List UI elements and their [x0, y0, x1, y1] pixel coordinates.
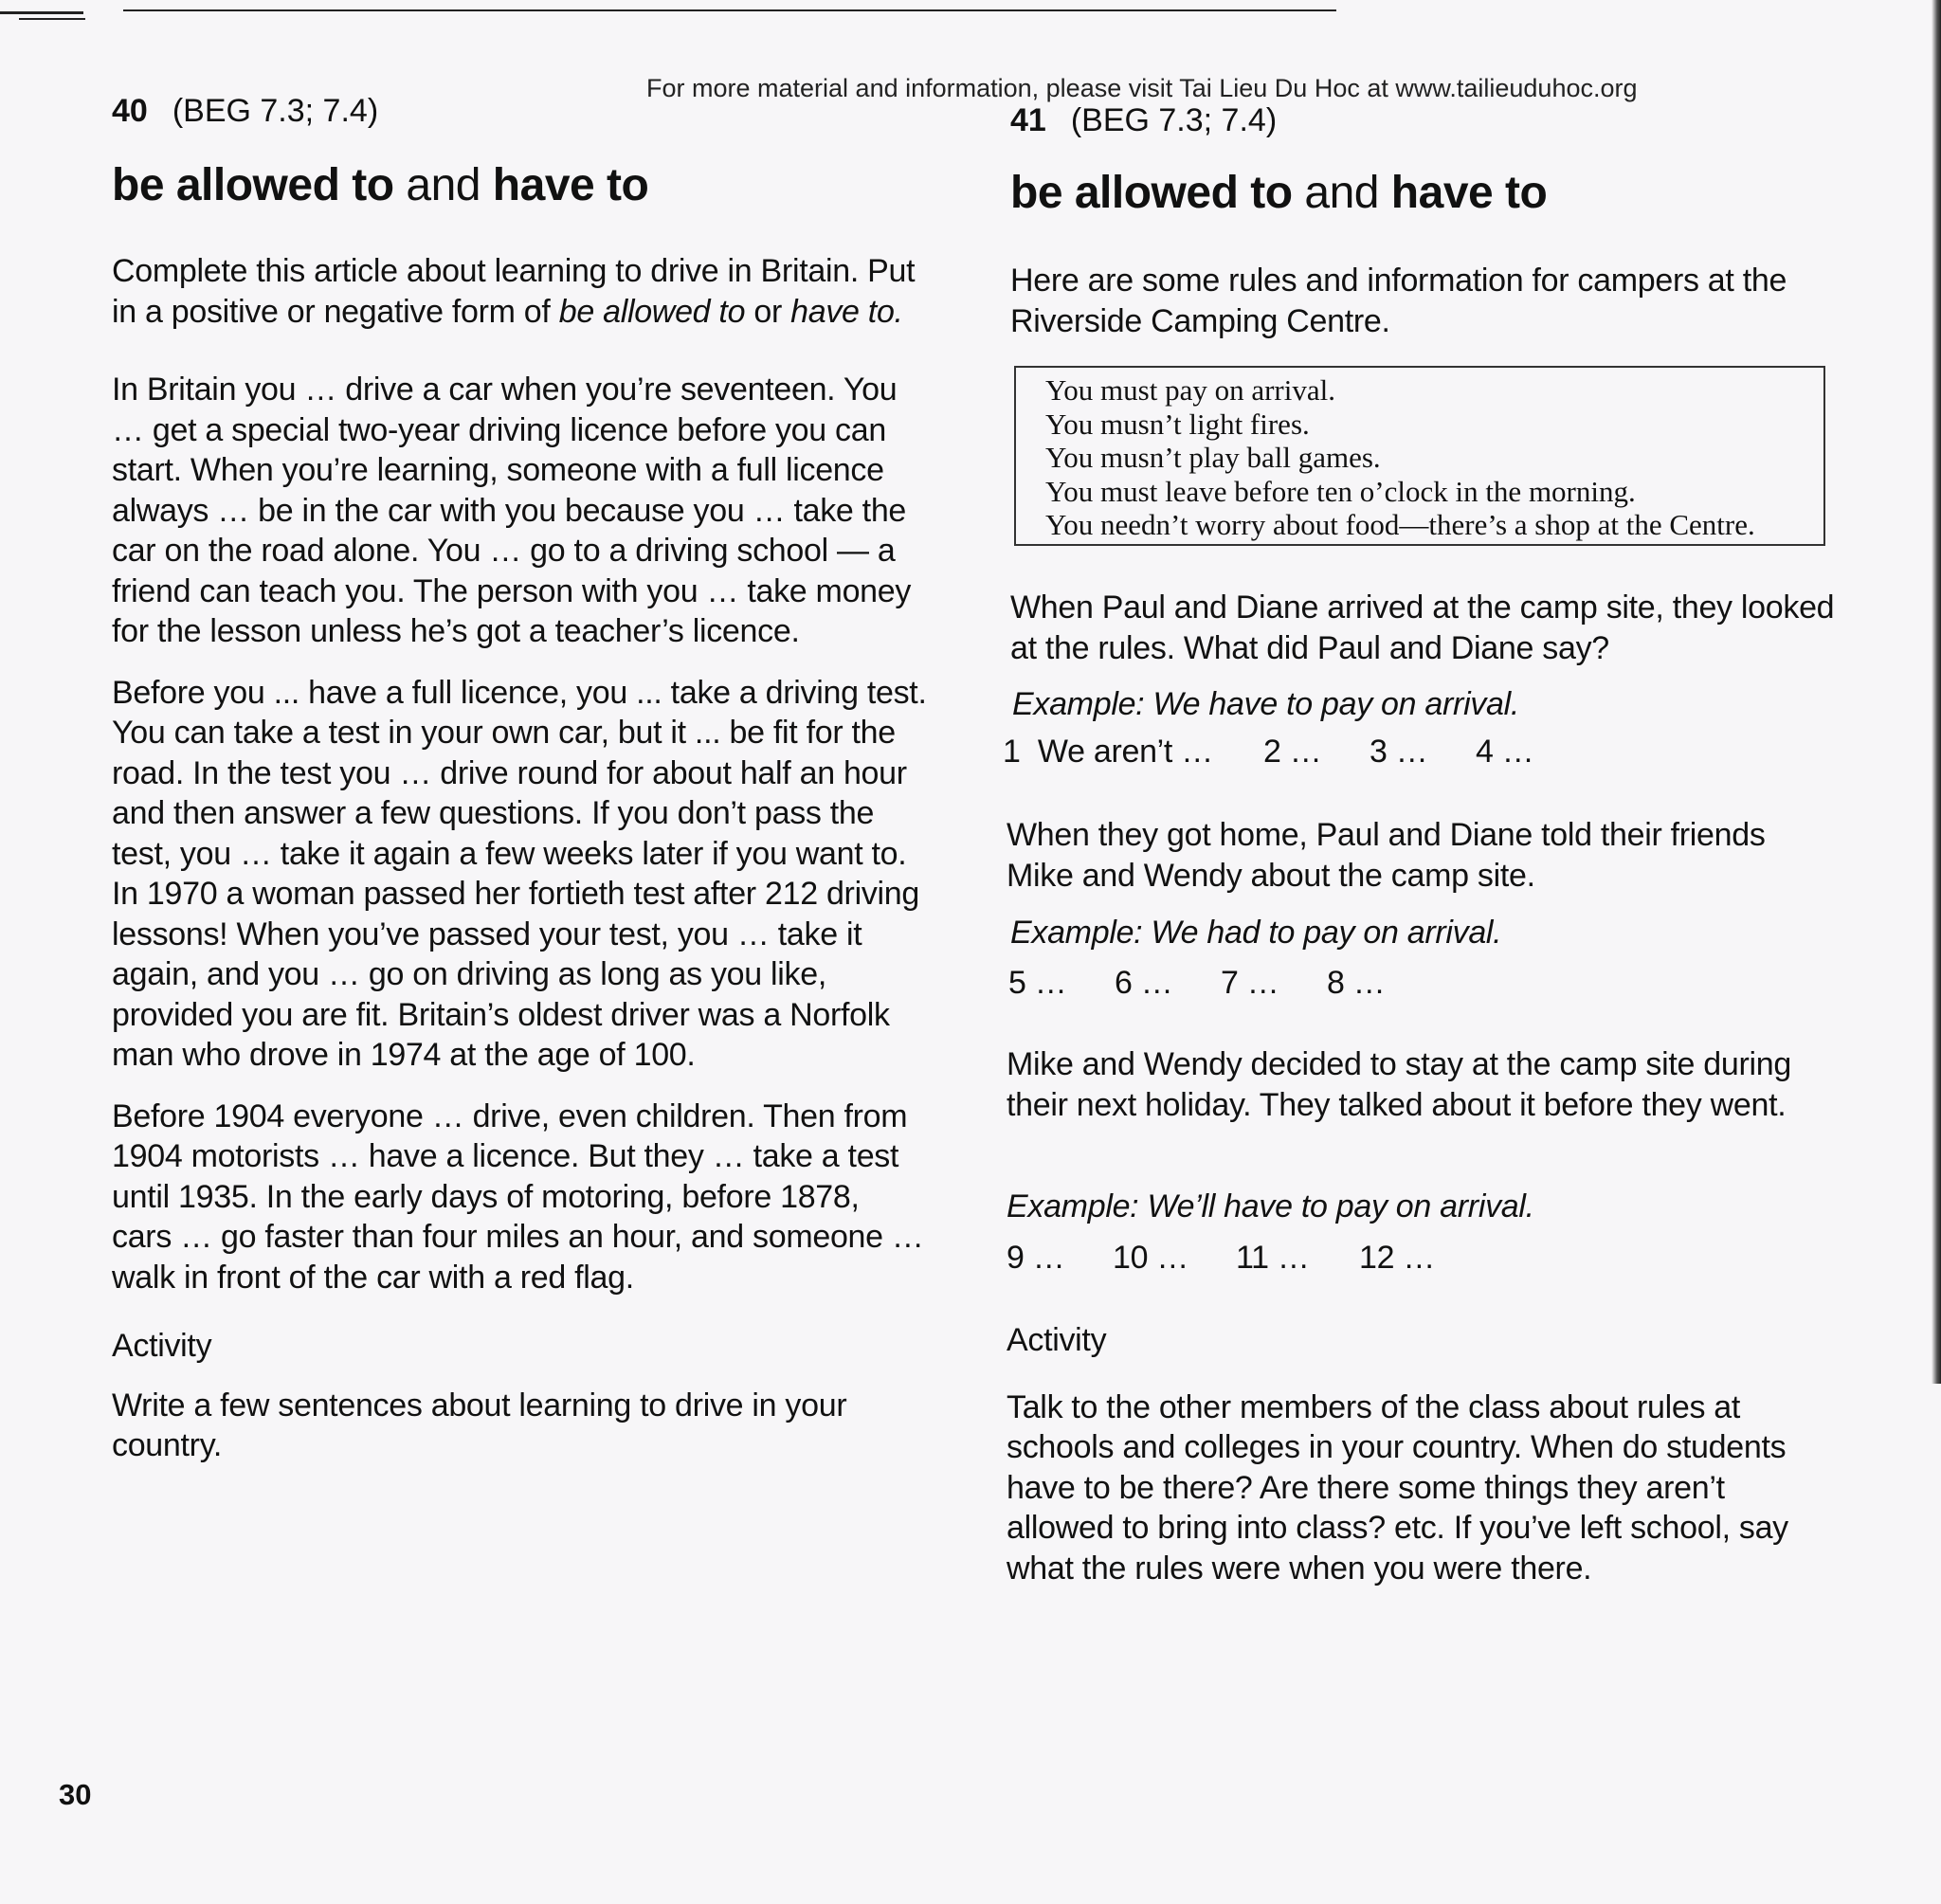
question-1: When Paul and Diane arrived at the camp site, they looked at the rules. What did Paul and Diane say?	[1010, 589, 1835, 666]
question-3: Mike and Wendy decided to stay at the camp site during their next holiday. They talked about it before they went.	[1007, 1046, 1791, 1123]
article-paragraph-1: In Britain you … drive a car when you’re seventeen. You … get a special two-year driving licence before you can start. When you’re learning, someone with a full licence always … be in the car with you because you … take the car on the road alone. You … go to a driving school — a friend can teach you. The person with you … take money for the lesson unless he’s got a teacher’s licence.	[112, 372, 912, 649]
activity-heading: Activity	[112, 1328, 212, 1364]
rule-line: You must pay on arrival.	[1045, 373, 1335, 407]
exercise-numbers-5-8: 5 … 6 … 7 … 8 …	[1008, 965, 1386, 1001]
exercise-41-header	[1010, 102, 1277, 139]
exercise-40-body	[112, 251, 927, 1466]
activity-41	[1007, 1320, 1817, 1588]
scan-edge-line	[0, 11, 83, 14]
exercise-number: 40	[112, 93, 148, 129]
watermark-text: For more material and information, please visit Tai Lieu Du Hoc at www.tailieuduhoc.org	[646, 74, 1638, 102]
scan-edge-line	[19, 18, 85, 20]
activity-text: Write a few sentences about learning to drive in your country.	[112, 1387, 847, 1463]
activity-heading: Activity	[1007, 1322, 1107, 1358]
example-3: Example: We’ll have to pay on arrival.	[1007, 1188, 1534, 1224]
rule-line: You must leave before ten o’clock in the morning.	[1045, 474, 1636, 508]
page-number: 30	[59, 1778, 92, 1811]
article-paragraph-3: Before 1904 everyone … drive, even children. Then from 1904 motorists … have a licence. But they … take a test until 1935. In the early days of motoring, before 1878, cars … go faster than four miles an hour, and someone … walk in front of the car with a red flag.	[112, 1097, 924, 1296]
camp-intro: Here are some rules and information for campers at the Riverside Camping Centre.	[1010, 263, 1787, 339]
activity-text: Talk to the other members of the class about rules at schools and colleges in your country. When do students have to be there? Are there some things they aren’t allowed to bring into class? etc. If you’ve left school, say what the rules were when you were there.	[1007, 1388, 1788, 1587]
exercise-40-header	[112, 93, 378, 130]
example-2: Example: We had to pay on arrival.	[1010, 915, 1502, 951]
article-paragraph-2: Before you ... have a full licence, you ... take a driving test. You can take a test in your own car, but it ... be fit for the road. In the test you … drive round for about half an hour and then answer a few questions. If you don’t pass the test, you … take it again a few weeks later if you want to. In 1970 a woman passed her fortieth test after 212 driving lessons! When you’ve passed your test, you … take it again, and you … go on driving as long as you like, provided you are fit. Britain’s oldest driver was a Norfolk man who drove in 1974 at the age of 100.	[112, 674, 927, 1073]
grammar-reference: (BEG 7.3; 7.4)	[1070, 102, 1278, 138]
camp-rules-box	[1014, 366, 1825, 546]
instructions: Complete this article about learning to drive in Britain. Put in a positive or negative form of be allowed to or have to.	[112, 253, 916, 330]
exercise-number: 41	[1010, 102, 1046, 138]
scan-edge-line	[123, 9, 1336, 11]
example-1: Example: We have to pay on arrival.	[1012, 686, 1520, 722]
exercise-numbers-9-12: 9 … 10 … 11 … 12 …	[1007, 1240, 1436, 1276]
rule-line: You needn’t worry about food—there’s a shop at the Centre.	[1045, 508, 1755, 541]
exercise-40-title: be allowed to and have to	[112, 160, 649, 210]
exercise-numbers-1-4: 1 We aren’t … 2 … 3 … 4 …	[1003, 734, 1534, 770]
exercise-41-title: be allowed to and have to	[1010, 168, 1548, 218]
rule-line: You musn’t play ball games.	[1045, 441, 1381, 474]
rule-line: You musn’t light fires.	[1045, 407, 1310, 441]
scan-right-edge	[1932, 0, 1941, 1384]
grammar-reference: (BEG 7.3; 7.4)	[172, 93, 379, 129]
question-2: When they got home, Paul and Diane told their friends Mike and Wendy about the camp site.	[1007, 817, 1766, 894]
